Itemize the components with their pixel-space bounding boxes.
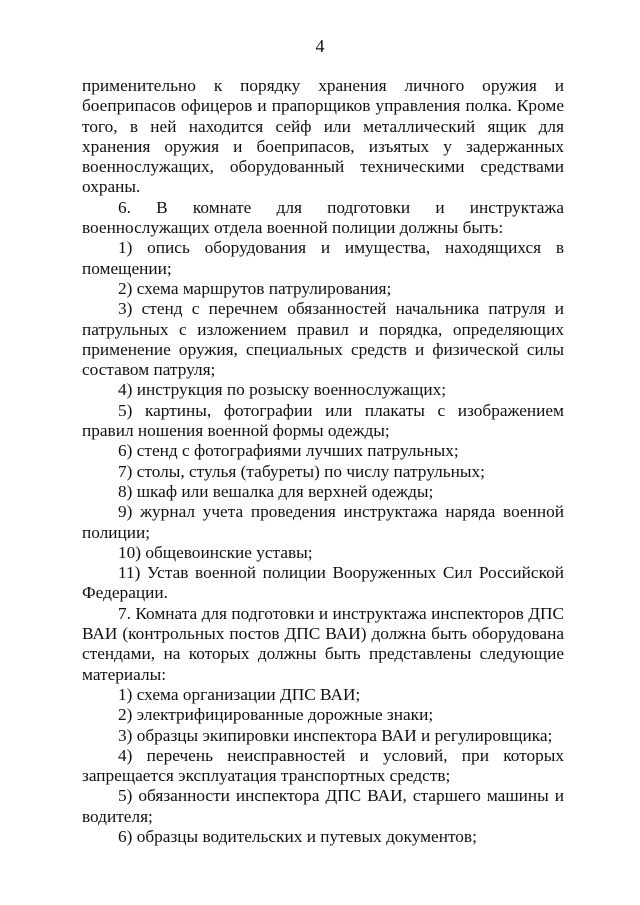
document-body	[82, 76, 564, 847]
list-item: 5) обязанности инспектора ДПС ВАИ, старшего машины и водителя;	[82, 786, 564, 826]
paragraph: 6. В комнате для подготовки и инструктажа военнослужащих отдела военной полиции должны быть:	[82, 197, 564, 238]
list-item: 11) Устав военной полиции Вооруженных Сил Российской Федерации.	[82, 563, 564, 603]
list-item: 2) схема маршрутов патрулирования;	[118, 278, 392, 298]
list-item: 4) перечень неисправностей и условий, при которых запрещается эксплуатация транспортных средств;	[82, 745, 564, 786]
list-item: 1) схема организации ДПС ВАИ;	[118, 684, 361, 704]
list-item: 6) образцы водительских и путевых документов;	[118, 826, 477, 846]
list-item: 2) электрифицированные дорожные знаки;	[118, 705, 434, 725]
paragraph: 7. Комната для подготовки и инструктажа инспекторов ДПС ВАИ (контрольных постов ДПС ВАИ) должна быть оборудована стендами, на которых должны быть представлены следующие материалы:	[82, 603, 564, 684]
page-number: 4	[315, 36, 325, 56]
list-item: 6) стенд с фотографиями лучших патрульных;	[118, 441, 459, 461]
list-item: 10) общевоинские уставы;	[118, 542, 313, 562]
list-item: 9) журнал учета проведения инструктажа наряда военной полиции;	[82, 502, 564, 542]
list-item: 3) стенд с перечнем обязанностей начальника патруля и патрульных с изложением правил и порядка, определяющих применение оружия, специальных средств и физической силы составом патруля;	[82, 299, 564, 380]
list-item: 7) столы, стулья (табуреты) по числу патрульных;	[118, 461, 485, 481]
list-item: 8) шкаф или вешалка для верхней одежды;	[118, 481, 434, 501]
list-item: 5) картины, фотографии или плакаты с изображением правил ношения военной формы одежды;	[82, 400, 564, 441]
list-item: 3) образцы экипировки инспектора ВАИ и регулировщика;	[118, 725, 553, 745]
paragraph: применительно к порядку хранения личного оружия и боеприпасов офицеров и прапорщиков управления полка. Кроме того, в ней находится сейф или металлический ящик для хранения оружия и боеприпасов, изъятых у задержанных военнослужащих, оборудованный техническими средствами охраны.	[82, 76, 564, 197]
list-item: 4) инструкция по розыску военнослужащих;	[118, 380, 447, 400]
list-item: 1) опись оборудования и имущества, находящихся в помещении;	[82, 238, 564, 278]
